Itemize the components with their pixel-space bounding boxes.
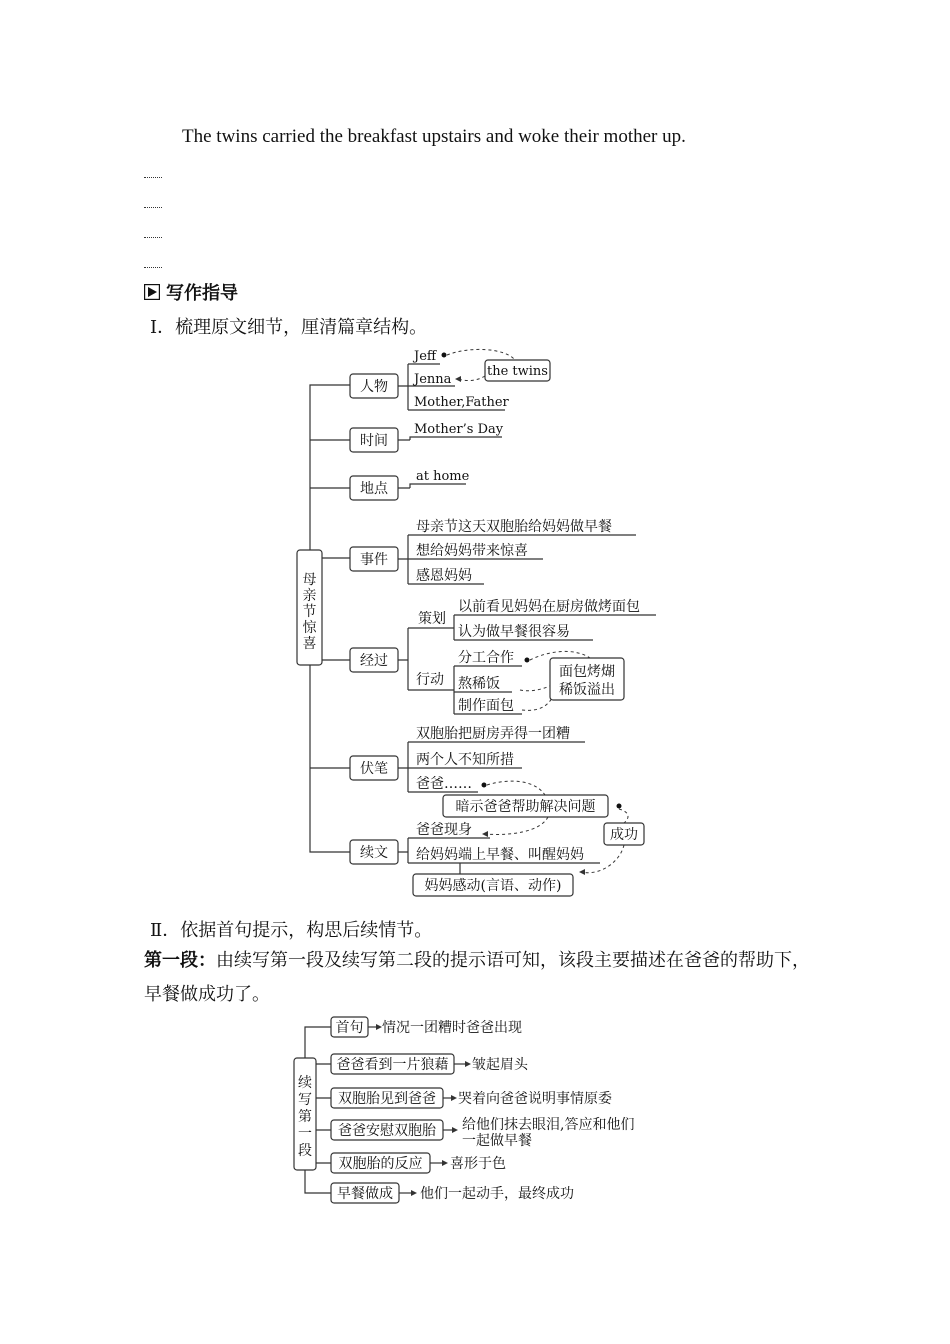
action-item-1: 分工合作 xyxy=(458,650,514,666)
foreshadow-item-1: 双胞胎把厨房弄得一团糟 xyxy=(416,726,570,742)
dotted-line xyxy=(144,267,162,268)
branch-place-label: 地点 xyxy=(360,481,388,497)
root-char-2: 亲 xyxy=(302,588,317,604)
flow-root-char-3: 第 xyxy=(298,1109,312,1125)
flow-row-6 xyxy=(331,1183,574,1203)
flow-root-char-5: 段 xyxy=(298,1143,312,1159)
paragraph-1-text: 由续写第一段及续写第二段的提示语可知，该段主要描述在爸爸的帮助下，早餐做成功了。 xyxy=(144,950,810,1005)
flow-row-4-val: 给他们抹去眼泪,答应和他们 xyxy=(462,1117,635,1133)
moved-label: 妈妈感动(言语、动作) xyxy=(424,878,562,894)
branch-continuation-label: 续文 xyxy=(360,845,388,861)
step1-title: Ⅰ．梳理原文细节，厘清篇章结构。 xyxy=(150,317,428,338)
play-icon xyxy=(144,284,160,300)
event-item-3: 感恩妈妈 xyxy=(416,568,472,584)
plan-item-1: 以前看见妈妈在厨房做烤面包 xyxy=(458,599,640,615)
root-char-4: 惊 xyxy=(302,620,317,636)
time-item: Mother’s Day xyxy=(414,422,504,437)
top-sentence: The twins carried the breakfast upstairs and woke their mother up. xyxy=(182,126,686,147)
flow-row-5 xyxy=(331,1153,506,1173)
foreshadow-item-3: 爸爸…… xyxy=(416,776,472,792)
flow-row-3-val: 哭着向爸爸说明事情原委 xyxy=(458,1091,612,1107)
continuation-item-2: 给妈妈端上早餐、叫醒妈妈 xyxy=(416,847,584,863)
success-label: 成功 xyxy=(610,827,638,843)
flow-row-5-key: 双胞胎的反应 xyxy=(338,1156,423,1172)
char-parents: Mother,Father xyxy=(414,395,509,410)
flow-row-6-key: 早餐做成 xyxy=(337,1186,393,1202)
plan-label: 策划 xyxy=(418,611,446,627)
continuation-item-1: 爸爸现身 xyxy=(416,822,472,838)
twins-label: the twins xyxy=(487,364,548,379)
event-item-1: 母亲节这天双胞胎给妈妈做早餐 xyxy=(416,519,612,535)
flow-root-char-4: 一 xyxy=(298,1126,312,1142)
flow-row-4 xyxy=(331,1116,634,1149)
place-item: at home xyxy=(416,469,470,484)
flow-diagram xyxy=(285,1012,685,1210)
flow-row-6-val: 他们一起动手，最终成功 xyxy=(420,1186,574,1202)
section-title xyxy=(144,279,238,305)
flow-row-2-key: 爸爸看到一片狼藉 xyxy=(336,1057,449,1073)
flow-row-1-val: 情况一团糟时爸爸出现 xyxy=(382,1020,522,1036)
action-result-2: 稀饭溢出 xyxy=(559,682,615,698)
flow-row-4-key: 爸爸安慰双胞胎 xyxy=(338,1123,436,1139)
hint-label: 暗示爸爸帮助解决问题 xyxy=(455,799,596,815)
flow-row-1 xyxy=(331,1017,522,1037)
char-jenna: Jenna xyxy=(414,372,452,387)
action-item-3: 制作面包 xyxy=(458,698,514,714)
root-char-5: 喜 xyxy=(302,636,317,652)
action-result-1: 面包烤煳 xyxy=(559,664,615,680)
foreshadow-item-2: 两个人不知所措 xyxy=(416,752,514,768)
flow-row-3-key: 双胞胎见到爸爸 xyxy=(338,1091,436,1107)
dotted-line xyxy=(144,177,162,178)
flow-row-2-val: 皱起眉头 xyxy=(472,1057,528,1073)
action-item-2: 熬稀饭 xyxy=(458,676,500,692)
event-item-2: 想给妈妈带来惊喜 xyxy=(416,543,528,559)
paragraph-1-label: 第一段： xyxy=(144,950,216,971)
flow-row-2 xyxy=(331,1054,529,1074)
root-char-3: 节 xyxy=(302,604,317,620)
root-char-1: 母 xyxy=(302,572,317,588)
action-label: 行动 xyxy=(416,672,444,688)
flow-row-1-key: 首句 xyxy=(335,1020,364,1036)
section-title-text: 写作指导 xyxy=(166,283,238,304)
flow-row-4-val2: 一起做早餐 xyxy=(462,1133,532,1149)
flow-row-3 xyxy=(331,1088,612,1108)
branch-process-label: 经过 xyxy=(360,653,388,669)
dotted-line xyxy=(144,237,162,238)
branch-foreshadow-label: 伏笔 xyxy=(360,761,388,777)
flow-root-char-1: 续 xyxy=(298,1075,312,1091)
dotted-line xyxy=(144,207,162,208)
paragraph-1 xyxy=(144,944,814,1012)
branch-characters-label: 人物 xyxy=(360,379,388,395)
flow-root-char-2: 写 xyxy=(298,1092,312,1108)
branch-time-label: 时间 xyxy=(360,433,388,449)
plan-item-2: 认为做早餐很容易 xyxy=(458,624,570,640)
mindmap-diagram xyxy=(280,340,680,905)
branch-event-label: 事件 xyxy=(360,552,388,568)
char-jeff: Jeff xyxy=(414,349,437,364)
step2-title: Ⅱ．依据首句提示，构思后续情节。 xyxy=(150,920,433,941)
flow-row-5-val: 喜形于色 xyxy=(450,1156,506,1172)
